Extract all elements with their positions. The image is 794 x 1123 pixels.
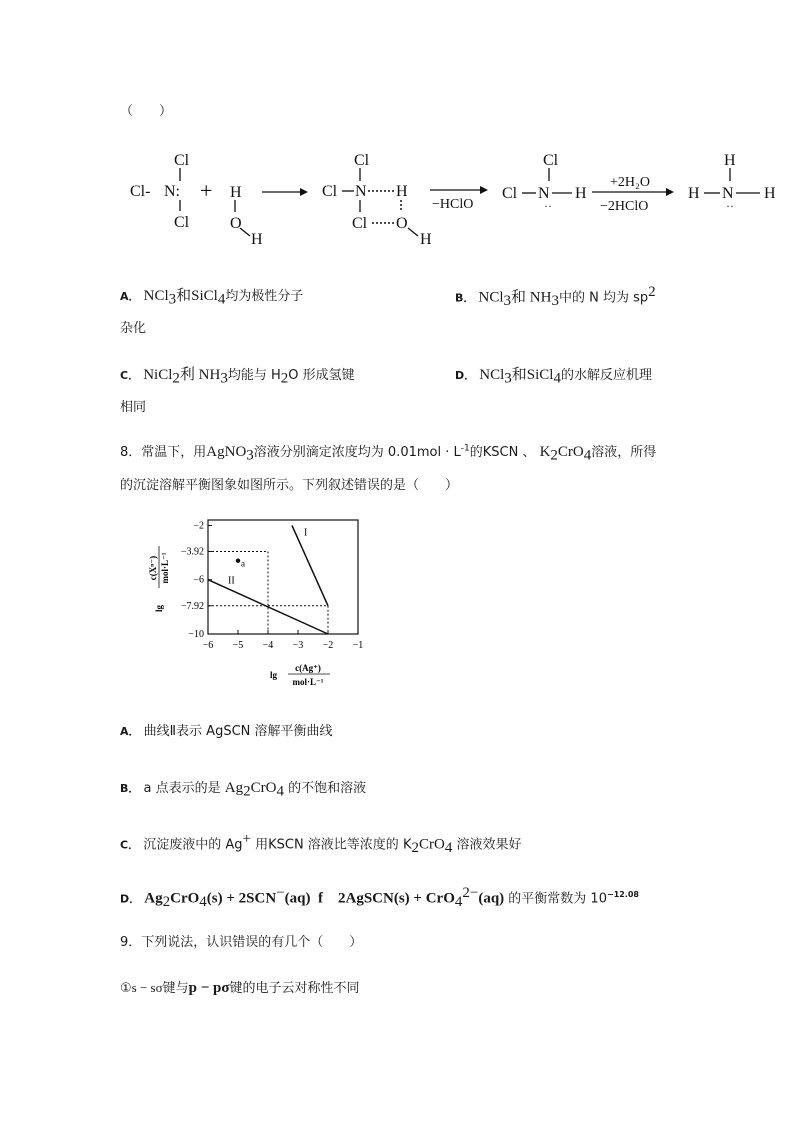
inter-cl-left: Cl [322, 183, 338, 200]
plus-sign: + [200, 178, 213, 203]
p2-n: N [538, 185, 550, 202]
q7-option-b: B． NCl$_3$和 $NH_3$中的 N 均为 $sp^2$ [455, 284, 656, 309]
point-a [236, 559, 240, 563]
series-line-I [292, 525, 328, 605]
y-tick-label-1: −3.92 [180, 546, 204, 558]
inter-cl-bottom: Cl [352, 215, 368, 232]
series-label-I: I [304, 527, 308, 539]
y-tick-label-4: −10 [188, 629, 204, 640]
r1-cl-left: Cl- [130, 183, 151, 200]
p3-h-right: H [764, 185, 776, 202]
inter-h-bottom: H [420, 231, 432, 248]
x-tick-label-1: −5 [232, 640, 244, 651]
x-tick-label-2: −4 [262, 640, 274, 651]
x-axis-label-num: c(Ag⁺) [295, 663, 321, 673]
q8-option-a: A． 曲线Ⅱ表示 AgSCN 溶解平衡曲线 [120, 724, 333, 739]
water-o: O [230, 215, 242, 232]
p3-h-top: H [724, 152, 736, 169]
y-axis-label [148, 546, 170, 612]
water-h-top: H [230, 184, 242, 201]
q7-option-b-cont: 杂化 [120, 321, 147, 336]
inter-cl-top: Cl [354, 152, 370, 169]
x-axis-label-lg: lg [270, 670, 278, 680]
point-a-label: a [241, 558, 245, 569]
x-tick-label-0: −6 [202, 640, 214, 651]
q8-option-b: B． a 点表示的是 $Ag_2CrO_4$ 的不饱和溶液 [120, 780, 367, 800]
svg-text:c(Xⁿ⁻): c(Xⁿ⁻) [148, 555, 158, 581]
water-h-bottom: H [251, 231, 263, 248]
ksp-chart [140, 508, 380, 698]
q7-option-a: A． NCl$_3$和SiCl$_4$均为极性分子 [120, 288, 304, 308]
r1-cl-top: Cl [174, 152, 190, 169]
q9-stem: 9．下列说法，认识错误的有几个（ ） [120, 935, 363, 950]
y-tick-label-3: −7.92 [180, 600, 204, 612]
svg-text:mol·L⁻¹: mol·L⁻¹ [160, 552, 170, 584]
arrow2-above: +2H₂O [610, 175, 650, 190]
y-tick-label-2: −6 [193, 574, 204, 586]
inter-n: N [355, 183, 367, 200]
q7-option-c: C． NiCl$_2$利 $NH_3$均能与 $H_2O$ 形成氢键 [120, 367, 355, 387]
series-label-II: II [228, 575, 235, 587]
x-tick-label-5: −1 [352, 640, 364, 651]
p2-cl-top: Cl [543, 152, 559, 169]
p3-n: N [722, 185, 734, 202]
y-tick-label-0: −2 [193, 520, 204, 532]
x-tick-label-4: −2 [322, 640, 334, 651]
p3-h-left: H [688, 185, 700, 202]
r1-n: N: [164, 183, 180, 200]
p2-cl-left: Cl [502, 185, 518, 202]
x-axis-label-den: mol·L⁻¹ [292, 677, 324, 687]
top-paren: （ ） [120, 104, 173, 119]
svg-text:··: ·· [726, 199, 734, 213]
q9-item-1: ①s − sσ键与p − pσ键的电子云对称性不同 [120, 980, 360, 996]
x-tick-label-3: −3 [292, 640, 304, 651]
inter-h: H [396, 183, 408, 200]
q7-option-d-cont: 相同 [120, 400, 147, 415]
reaction-scheme [120, 148, 790, 250]
arrow1-below: −HClO [432, 197, 474, 212]
svg-text:··: ·· [544, 199, 552, 213]
q8-option-c: C． 沉淀废液中的 Ag+ 用KSCN 溶液比等浓度的 $K_2CrO_4$ 溶液效果好 [120, 831, 522, 856]
inter-o: O [396, 215, 408, 232]
p2-h: H [575, 185, 587, 202]
arrow2-below: −2HClO [600, 199, 649, 214]
q8-stem-line2: 的沉淀溶解平衡图象如图所示。下列叙述错误的是（ ） [120, 478, 459, 493]
svg-text:lg: lg [154, 604, 164, 612]
r1-cl-bottom: Cl [174, 214, 190, 231]
q7-option-d: D． NCl$_3$和SiCl$_4$的水解反应机理 [455, 367, 652, 387]
q8-option-d: D． $Ag_2CrO_4(s) + 2SCN^-(aq)$ f 2AgSCN(s) + CrO$_4^{2-}$(aq) 的平衡常数为 $10^{-12.08}$ [120, 885, 639, 910]
q8-stem-line1: 8．常温下，用AgNO$_3$溶液分别滴定浓度均为 $0.01mol \cdot L^{-1}$的KSCN 、 $K_2CrO_4$溶液，所得 [120, 443, 657, 464]
